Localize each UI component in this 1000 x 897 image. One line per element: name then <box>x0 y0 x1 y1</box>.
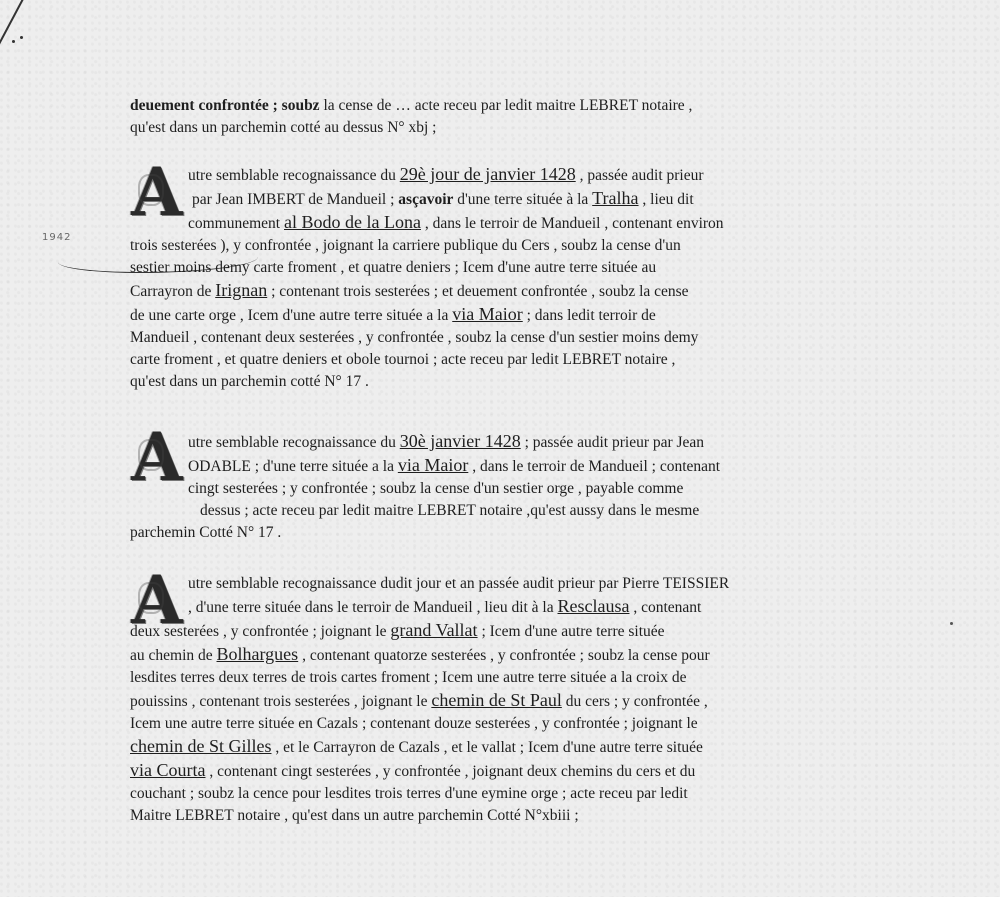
highlight-place: via Maior <box>397 455 469 475</box>
p3-line: au chemin de Bolhargues , contenant quatorze sesterées , y confrontée ; soubz la cense pour <box>130 644 710 664</box>
intro-line-2: qu'est dans un parchemin cotté au dessus N° xbj ; <box>130 119 437 136</box>
p1-line: sestier moins demy carte froment , et quatre deniers ; Icem d'une autre terre située au <box>130 259 657 276</box>
stray-mark <box>950 622 953 625</box>
p3-line: pouissins , contenant trois sesterées , joignant le chemin de St Paul du cers ; y confrontée , <box>130 690 708 710</box>
p2-line: parchemin Cotté N° 17 . <box>130 524 282 541</box>
p3-line: chemin de St Gilles , et le Carrayron de Cazals , et le vallat ; Icem d'une autre terre située <box>130 736 703 756</box>
highlight-place: Irignan <box>215 280 268 300</box>
p3-line: utre semblable recognaissance dudit jour et an passée audit prieur par Pierre TEISSIER <box>188 575 730 592</box>
p1-line: Mandueil , contenant deux sesterées , y confrontée , soubz la cense d'un sestier moins demy <box>130 329 699 346</box>
edge-dot <box>12 40 15 43</box>
p2-line: dessus ; acte receu par ledit maitre LEBRET notaire ,qu'est aussy dans le mesme <box>200 502 700 519</box>
dropcap-p2: A <box>128 425 186 489</box>
highlight-place: chemin de St Paul <box>431 690 562 710</box>
p1-line: Carrayron de Irignan ; contenant trois sesterées ; et deuement confrontée , soubz la cense <box>130 280 689 300</box>
p1-line: trois sesterées ), y confrontée , joignant la carriere publique du Cers , soubz la cense d'un <box>130 237 681 254</box>
highlight-place: via Maior <box>452 304 523 324</box>
paragraph-2 <box>130 430 930 544</box>
highlight-place: grand Vallat <box>390 620 478 640</box>
p1-line: carte froment , et quatre deniers et obole tournoi ; acte receu par ledit LEBRET notaire , <box>130 351 676 368</box>
p3-line: deux sesterées , y confrontée ; joignant le grand Vallat ; Icem d'une autre terre située <box>130 620 665 640</box>
margin-note: 1942 <box>42 232 72 243</box>
intro-bold: deuement confrontée ; soubz <box>130 97 320 114</box>
p1-line: qu'est dans un parchemin cotté N° 17 . <box>130 373 369 390</box>
highlight-place: chemin de St Gilles <box>130 736 272 756</box>
p3-line: , d'une terre située dans le terroir de Mandueil , lieu dit à la Resclausa , contenant <box>188 596 702 616</box>
intro-line-1-rest: la cense de … acte receu par ledit maitre LEBRET notaire , <box>319 97 693 114</box>
page-edge-line <box>0 0 28 61</box>
dropcap-p1: A <box>128 160 186 224</box>
p2-line: ODABLE ; d'une terre située a la via Maior , dans le terroir de Mandueil ; contenant <box>188 455 721 475</box>
dropcap-p3: A <box>128 568 186 632</box>
paragraph-1 <box>130 163 930 393</box>
highlight-place: Resclausa <box>557 596 630 616</box>
p3-line: Maitre LEBRET notaire , qu'est dans un autre parchemin Cotté N°xbiii ; <box>130 807 579 824</box>
p3-line: Icem une autre terre située en Cazals ; contenant douze sesterées , y confrontée ; joignant le <box>130 715 698 732</box>
highlight-place: al Bodo de la Lona <box>284 212 421 232</box>
p3-line: lesdites terres deux terres de trois cartes froment ; Icem une autre terre située a la croix de <box>130 669 687 686</box>
p1-line: utre semblable recognaissance du 29è jour de janvier 1428 , passée audit prieur <box>188 164 704 184</box>
p2-line: utre semblable recognaissance du 30è janvier 1428 ; passée audit prieur par Jean <box>188 431 705 451</box>
p3-line: via Courta , contenant cingt sesterées , y confrontée , joignant deux chemins du cers et du <box>130 760 696 780</box>
highlight-date: 29è jour de janvier 1428 <box>399 164 576 184</box>
paragraph-3 <box>130 573 930 827</box>
highlight-place: Tralha <box>592 188 639 208</box>
p3-line: couchant ; soubz la cence pour lesdites trois terres d'une eymine orge ; acte receu par ledit <box>130 785 688 802</box>
intro-text <box>130 95 930 139</box>
edge-dot <box>20 36 23 39</box>
p1-line: communement al Bodo de la Lona , dans le terroir de Mandueil , contenant environ <box>188 212 724 232</box>
highlight-date: 30è janvier 1428 <box>399 431 521 451</box>
intro-line-1 <box>130 95 930 117</box>
p1-line: de une carte orge , Icem d'une autre terre située a la via Maior ; dans ledit terroir de <box>130 304 656 324</box>
p2-line: cingt sesterées ; y confrontée ; soubz la cense d'un sestier orge , payable comme <box>188 480 684 497</box>
highlight-place: via Courta <box>130 760 206 780</box>
highlight-place: Bolhargues <box>216 644 299 664</box>
p1-line: par Jean IMBERT de Mandueil ; asçavoir d'une terre située à la Tralha , lieu dit <box>192 188 694 208</box>
